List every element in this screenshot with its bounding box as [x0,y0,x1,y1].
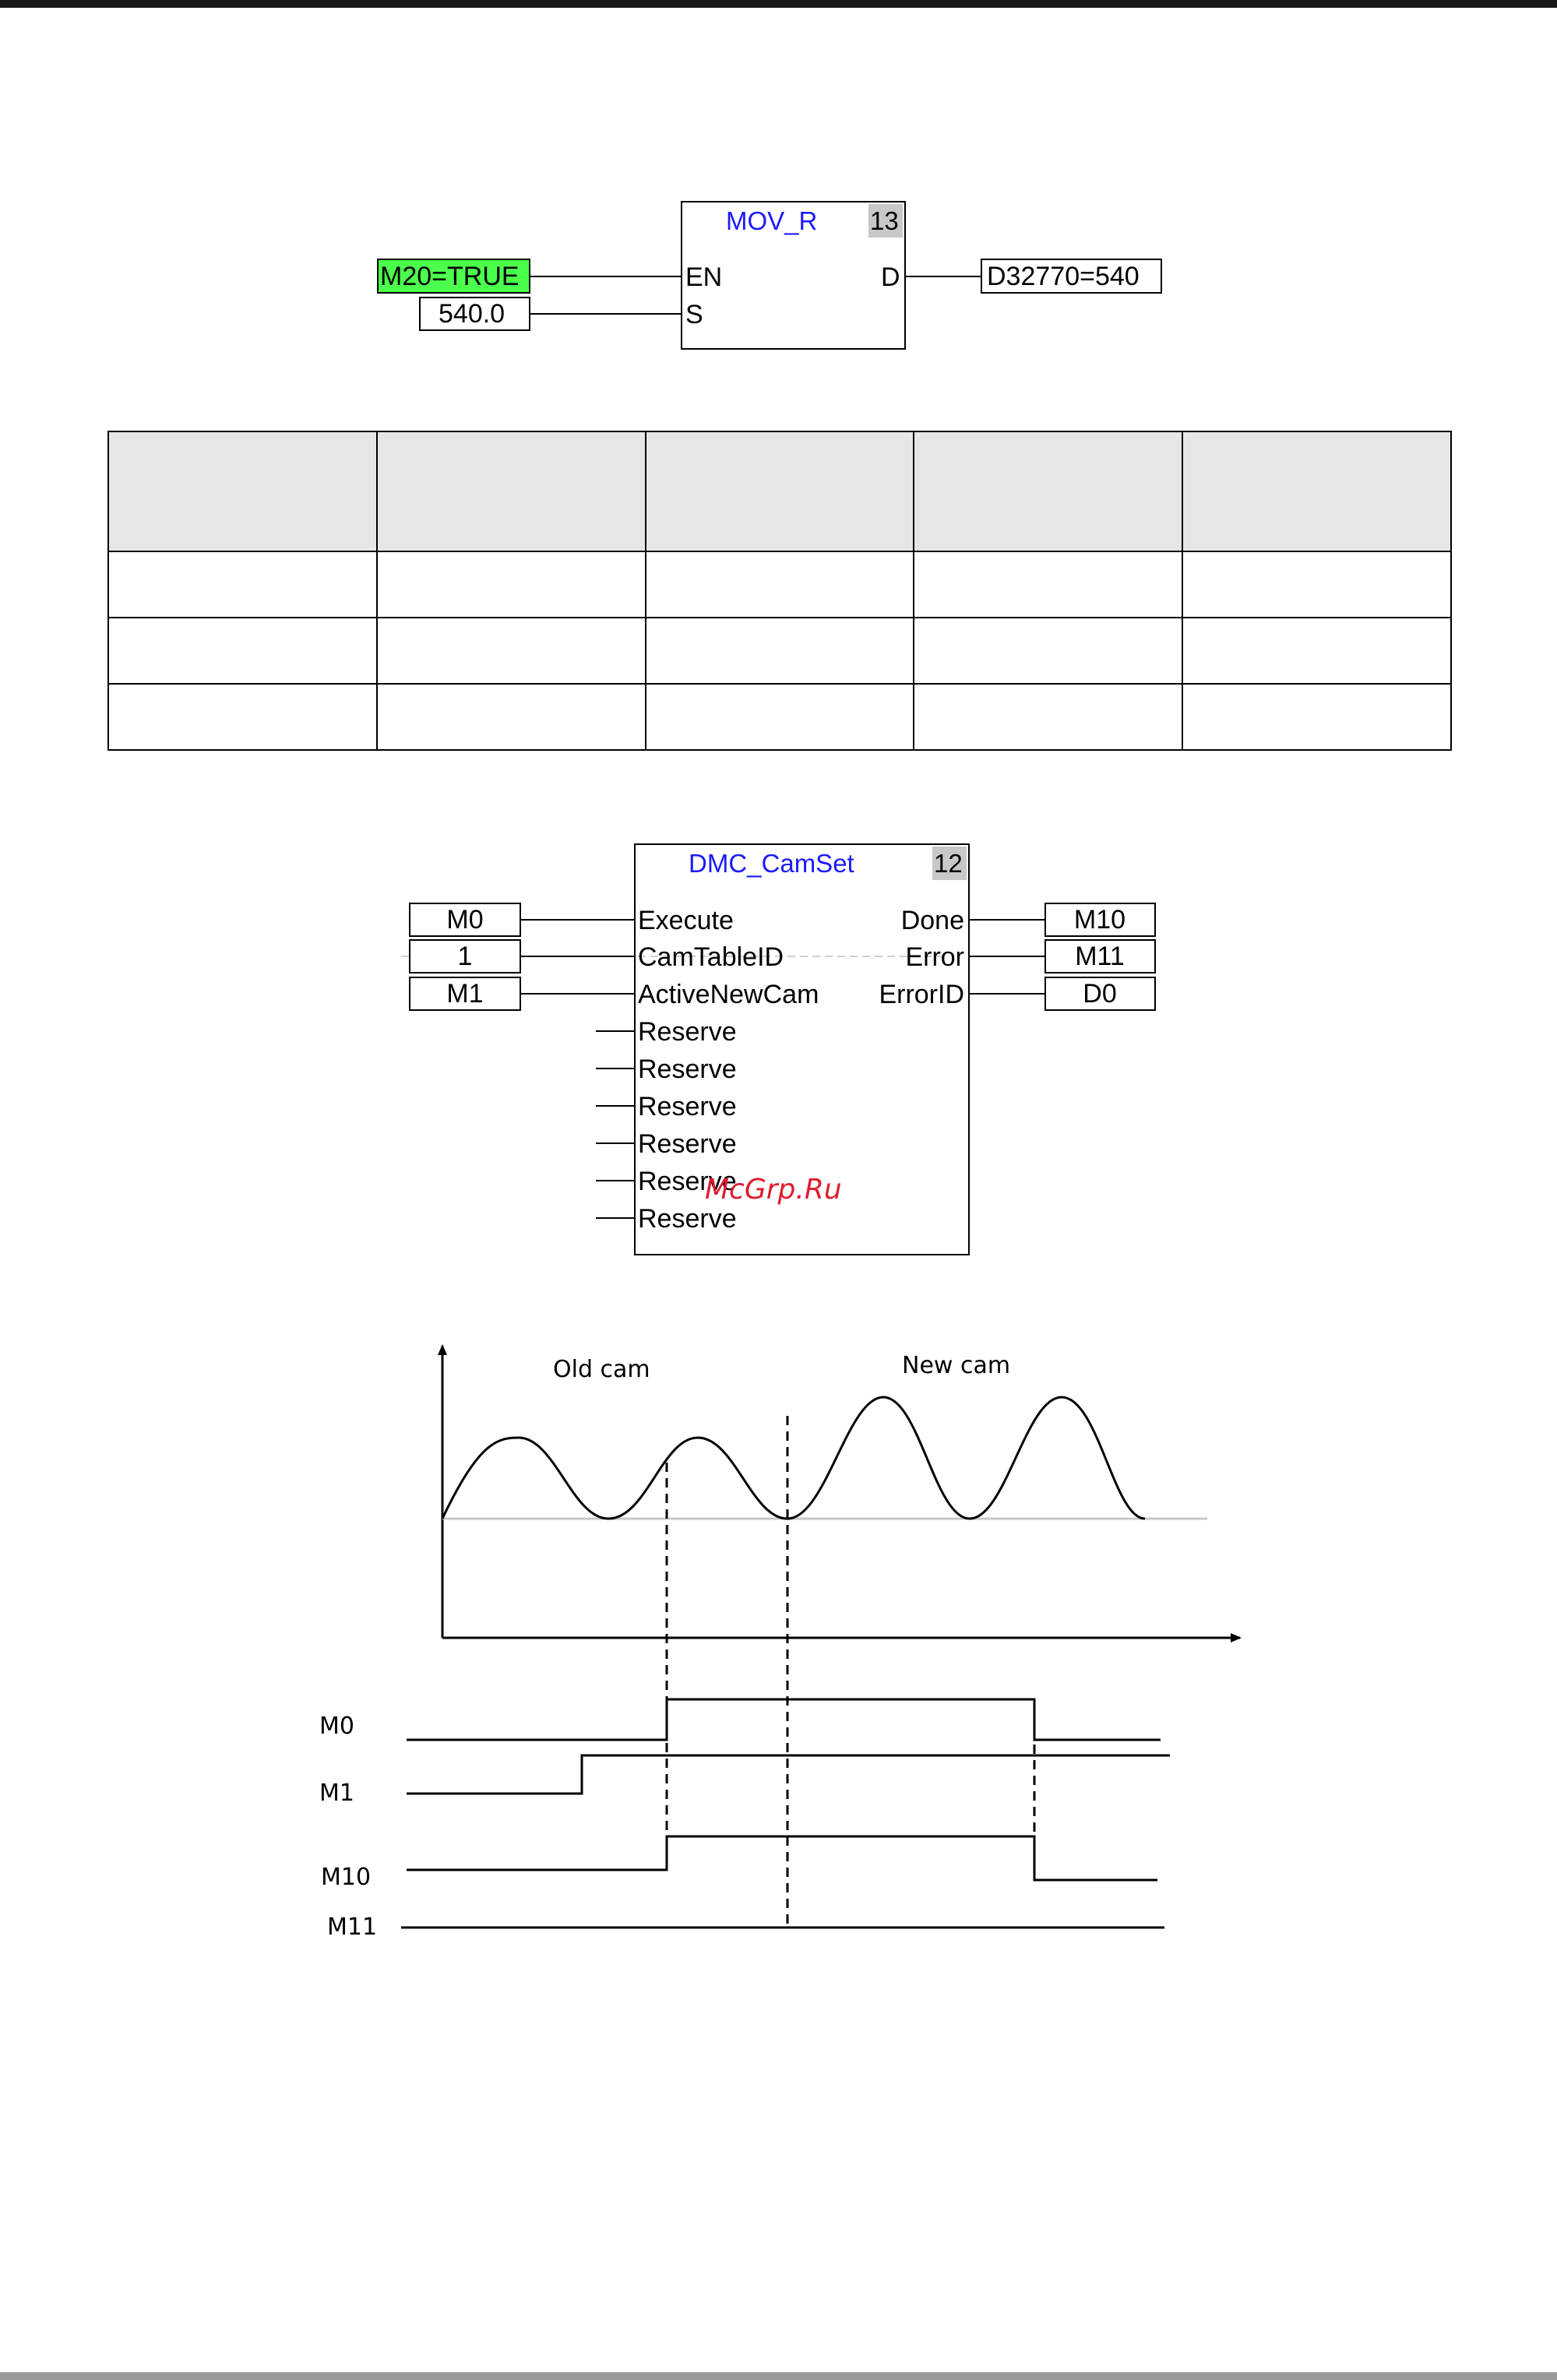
pin-reserve-5: Reserve [638,1167,737,1196]
mov-r-diagram [0,0,1557,389]
table-cell [914,551,1182,618]
pin-reserve-1: Reserve [638,1017,737,1047]
table-row [108,551,1451,618]
camset-number: 12 [934,849,963,878]
table-header-row [108,431,1451,551]
watermark: McGrp.Ru [705,1174,842,1206]
table-cell [377,551,646,618]
table-header-cell [646,431,914,551]
en-input-value: M20=TRUE [380,262,520,291]
table-cell [1182,618,1451,684]
table-cell [646,684,914,750]
pin-reserve-4: Reserve [638,1129,737,1159]
activenewcam-value: M1 [446,979,484,1009]
signal-m1-label: M1 [319,1780,354,1807]
signal-m10-wave [407,1836,1157,1880]
mov-r-s-pin: S [685,300,703,329]
pin-done: Done [900,906,964,935]
parameter-table [107,431,1452,751]
table-cell [377,618,646,684]
mov-r-number: 13 [870,206,899,235]
table-cell [914,618,1182,684]
signal-m10-label: M10 [321,1864,372,1891]
table-header-cell [1182,431,1451,551]
pin-error: Error [905,942,964,972]
old-cam-curve [442,1438,787,1519]
table-row [108,618,1451,684]
s-input-value: 540.0 [439,299,505,329]
table-cell [108,684,377,750]
pin-reserve-3: Reserve [638,1092,737,1121]
mov-r-en-pin: EN [685,262,723,292]
table-cell [108,618,377,684]
new-cam-curve [787,1397,1145,1519]
table-cell [108,551,377,618]
table-cell [646,551,914,618]
pin-camtableid: CamTableID [638,942,784,972]
signal-m0-label: M0 [319,1713,354,1740]
bottom-border [0,2372,1557,2380]
pin-activenewcam: ActiveNewCam [638,980,819,1009]
table-cell [1182,551,1451,618]
table-cell [646,618,914,684]
cam-timing-chart [0,1324,1557,1947]
mov-r-title: MOV_R [726,206,818,235]
done-value: M10 [1073,905,1126,935]
table-header-cell [914,431,1182,551]
output-pins [969,920,1045,994]
pin-errorid: ErrorID [879,980,964,1009]
errorid-value: D0 [1083,979,1117,1009]
pin-reserve-2: Reserve [638,1054,737,1084]
error-value: M11 [1075,942,1125,971]
table-header-cell [377,431,646,551]
table-cell [1182,684,1451,750]
dmc-camset-diagram [0,818,1557,1269]
new-cam-label: New cam [902,1352,1011,1379]
pin-execute: Execute [638,906,734,935]
old-cam-label: Old cam [553,1356,650,1383]
input-pins [520,920,635,1218]
table-cell [377,684,646,750]
signal-m0-wave [407,1699,1161,1740]
d-output-value: D32770=540 [987,262,1140,291]
execute-value: M0 [446,905,484,935]
camset-title: DMC_CamSet [689,849,854,878]
pin-reserve-6: Reserve [638,1204,737,1234]
mov-r-d-pin: D [881,262,900,292]
table-header-cell [108,431,377,551]
signal-m11-label: M11 [327,1914,378,1941]
table-row [108,684,1451,750]
camtableid-value: 1 [457,942,473,971]
table-cell [914,684,1182,750]
